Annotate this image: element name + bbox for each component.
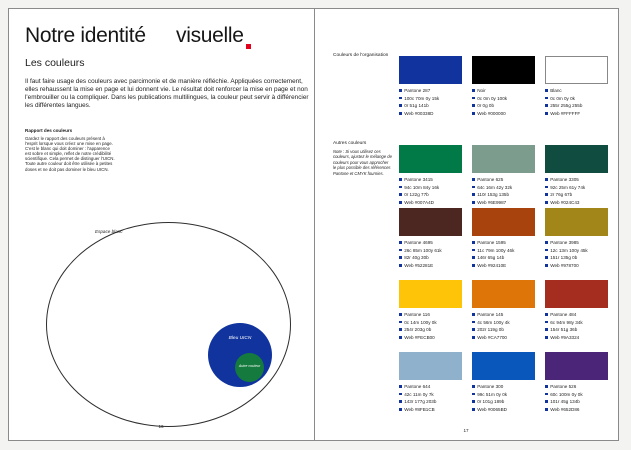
bullet-icon [472,89,475,92]
swatch-spec-line [545,320,608,325]
bullet-icon [545,186,548,189]
page-number-right: 17 [463,428,469,433]
swatch-cell [399,145,462,207]
bullet-icon [545,104,548,107]
page-subtitle: Les couleurs [25,57,85,69]
swatch-spec-line [399,96,462,101]
swatch-spec-line [545,312,608,317]
swatch-specs [472,312,535,340]
swatch-spec-line [399,200,462,205]
bullet-icon [545,249,548,252]
color-swatch [472,56,535,84]
swatch-spec-text: 0r 122g 77b [404,192,429,198]
bullet-icon [399,393,402,396]
swatch-spec-line [472,312,535,317]
color-swatch [545,56,608,84]
swatch-spec-line [472,248,535,253]
swatch-spec-line [399,327,462,332]
swatch-spec-text: 2r 76g 67b [550,192,573,198]
swatch-cell [545,208,608,270]
swatch-spec-text: Web #652D86 [550,406,580,412]
swatch-spec-line [399,248,462,253]
swatch-specs [399,177,462,205]
swatch-spec-line [545,192,608,197]
swatch-spec-text: 0c 0m 0y 100k [477,95,508,101]
swatch-specs [399,240,462,268]
bullet-icon [545,313,548,316]
swatch-spec-line [545,335,608,340]
color-swatch [399,280,462,308]
swatch-specs [399,384,462,412]
swatch-spec-text: Pantone 625 [477,177,504,182]
swatch-spec-text: 202r 119g 0b [477,327,504,333]
swatch-spec-line [399,185,462,190]
swatch-spec-line [545,392,608,397]
swatch-spec-line [399,240,462,245]
swatch-spec-text: Pantone 116 [404,312,430,317]
bullet-icon [472,186,475,189]
page-divider [314,8,315,441]
swatch-specs [545,384,608,412]
bullet-icon [472,241,475,244]
bullet-icon [472,201,475,204]
swatch-spec-line [472,177,535,182]
swatch-spec-line [399,392,462,397]
other-colors-note: Note : Si vous utilisez ces couleurs, ajustez le mélange de couleurs pour vous approcher le plus possible des références Pantone et CMYK fournies. [333,149,392,176]
bullet-icon [399,385,402,388]
swatch-spec-text: Web #92410E [477,262,507,268]
swatch-spec-line [399,384,462,389]
swatch-spec-text: Web #000000 [477,110,506,116]
rapport-heading: Rapport des couleurs [25,128,73,133]
color-swatch [472,208,535,236]
swatch-specs [472,240,535,268]
bullet-icon [545,193,548,196]
swatch-specs [472,88,535,116]
swatch-spec-line [472,185,535,190]
swatch-specs [399,312,462,340]
swatch-spec-text: 110r 153g 135b [477,192,510,198]
bullet-icon [472,400,475,403]
swatch-spec-line [472,88,535,93]
bullet-icon [399,104,402,107]
bullet-icon [472,193,475,196]
swatch-spec-text: 0r 51g 141b [404,103,429,109]
bullet-icon [545,328,548,331]
swatch-spec-line [472,320,535,325]
swatch-spec-line [399,255,462,260]
bullet-icon [399,321,402,324]
swatch-spec-text: Pantone 644 [404,384,431,389]
bullet-icon [472,112,475,115]
swatch-specs [545,312,608,340]
swatch-spec-text: 0c 0m 0y 0k [550,95,575,101]
color-swatch [472,352,535,380]
swatch-spec-line [472,407,535,412]
swatch-spec-line [472,103,535,108]
bullet-icon [399,112,402,115]
swatch-spec-text: 254r 203g 0b [404,327,432,333]
swatch-specs [545,88,608,116]
swatch-specs [545,177,608,205]
bullet-icon [472,249,475,252]
bullet-icon [472,264,475,267]
swatch-spec-text: Web #007A4D [404,199,434,205]
swatch-spec-line [472,200,535,205]
bullet-icon [399,328,402,331]
swatch-cell [399,280,462,342]
color-swatch [399,352,462,380]
swatch-spec-text: Web #8FB1CB [404,406,435,412]
swatch-spec-text: Web #6E9987 [477,199,507,205]
swatch-spec-line [399,320,462,325]
swatch-spec-line [472,399,535,404]
swatch-spec-text: 11c 79m 100y 46k [477,247,515,253]
swatch-spec-text: Pantone 3305 [550,177,579,182]
swatch-spec-line [399,263,462,268]
swatch-spec-text: Web #0065BD [477,406,507,412]
swatch-spec-text: 42c 11m 0y 7k [404,391,434,397]
swatch-spec-line [545,88,608,93]
bullet-icon [545,89,548,92]
color-swatch [545,145,608,173]
swatch-spec-text: Blanc [550,88,562,93]
swatch-spec-line [472,255,535,260]
swatch-spec-text: 255r 255g 255b [550,103,583,109]
swatch-spec-text: 0c 14m 100y 0k [404,319,437,325]
iucn-blue-label: Bleu UICN [228,336,252,341]
intro-paragraph: Il faut faire usage des couleurs avec parcimonie et de manière réfléchie. Appliquées correctement, elles rehaussent la mise en page et lui donnent vie. Le résultat doit renforcer la mise en page et non l'embrouiller ou la compliquer. Dans les publications multilingues, la couleur peut servir à différencier les différentes langues. [25,78,309,110]
bullet-icon [545,321,548,324]
swatch-spec-line [545,407,608,412]
swatch-cell [472,56,535,118]
page-number-left: 16 [158,424,164,429]
swatch-specs [472,384,535,412]
bullet-icon [472,408,475,411]
bullet-icon [399,313,402,316]
swatch-spec-line [399,312,462,317]
swatch-spec-line [545,399,608,404]
color-swatch [545,352,608,380]
swatch-spec-text: Pantone 300 [477,384,504,389]
bullet-icon [545,393,548,396]
bullet-icon [472,256,475,259]
swatch-spec-text: Web #978700 [550,262,579,268]
swatch-spec-line [399,177,462,182]
swatch-spec-line [545,263,608,268]
bullet-icon [472,97,475,100]
swatch-spec-line [472,335,535,340]
swatch-spec-text: Pantone 3415 [404,177,433,182]
swatch-specs [545,240,608,268]
swatch-cell [472,280,535,342]
color-swatch [472,145,535,173]
swatch-spec-text: 99c 51m 0y 0k [477,391,508,397]
swatch-spec-line [545,185,608,190]
bullet-icon [399,249,402,252]
swatch-spec-text: 26c 85m 100y 61k [404,247,442,253]
swatch-spec-line [399,335,462,340]
swatch-spec-text: Web #52281E [404,262,434,268]
bullet-icon [399,97,402,100]
swatch-cell [399,352,462,414]
swatch-spec-text: 64c 16m 42y 32k [477,184,513,190]
swatch-cell [545,145,608,207]
bullet-icon [472,178,475,181]
swatch-spec-line [545,177,608,182]
swatch-cell [545,352,608,414]
swatch-spec-line [545,384,608,389]
swatch-spec-text: 0r 0g 0b [477,103,495,109]
bullet-icon [545,97,548,100]
page-title-part1: Notre identité [25,24,146,47]
swatch-spec-line [472,240,535,245]
swatch-spec-text: 82r 40g 30b [404,255,429,261]
swatch-cell [472,352,535,414]
color-swatch [545,280,608,308]
bullet-icon [399,178,402,181]
swatch-spec-line [545,96,608,101]
bullet-icon [399,201,402,204]
swatch-spec-text: 60c 100m 0y 0k [550,391,583,397]
swatch-spec-text: Pantone 287 [404,88,431,93]
swatch-spec-line [545,240,608,245]
white-space-label: Espace blanc [95,229,123,234]
swatch-spec-text: 146r 65g 14b [477,255,505,261]
swatch-spec-line [545,200,608,205]
bullet-icon [545,201,548,204]
swatch-cell [399,56,462,118]
section-label-other-colors: Autres couleurs [333,141,367,146]
swatch-spec-text: Pantone 4695 [404,240,433,245]
swatch-spec-text: Web #024C43 [550,199,580,205]
bullet-icon [545,256,548,259]
swatch-spec-line [399,399,462,404]
bullet-icon [472,313,475,316]
swatch-spec-line [399,88,462,93]
color-swatch [472,280,535,308]
swatch-spec-text: Web #CA7700 [477,334,507,340]
bullet-icon [545,385,548,388]
swatch-cell [545,280,608,342]
swatch-spec-text: 6c 94m 98y 34k [550,319,583,325]
swatch-spec-text: Pantone 145 [477,312,504,317]
section-label-organisation-colors: Couleurs de l'organisation [333,53,389,58]
swatch-spec-text: Web #FECB00 [404,334,435,340]
swatch-spec-line [545,248,608,253]
bullet-icon [472,328,475,331]
bullet-icon [472,321,475,324]
swatch-spec-text: 101r 45g 134b [550,399,580,405]
swatch-spec-text: 143r 177g 203b [404,399,437,405]
bullet-icon [399,264,402,267]
bullet-icon [545,400,548,403]
swatch-spec-text: Pantone 3985 [550,240,579,245]
bullet-icon [545,408,548,411]
swatch-spec-line [545,103,608,108]
swatch-cell [472,208,535,270]
bullet-icon [399,400,402,403]
swatch-spec-line [545,255,608,260]
bullet-icon [545,112,548,115]
swatch-spec-line [472,96,535,101]
bullet-icon [399,241,402,244]
bullet-icon [399,89,402,92]
swatch-spec-line [472,327,535,332]
white-space-circle [46,222,291,427]
bullet-icon [545,241,548,244]
bullet-icon [545,264,548,267]
swatch-cell [472,145,535,207]
bullet-icon [399,186,402,189]
bullet-icon [472,393,475,396]
swatch-spec-text: Web #00338D [404,110,434,116]
swatch-spec-text: 4c 56m 100y 4k [477,319,510,325]
swatch-spec-line [472,192,535,197]
swatch-spec-text: 151r 135g 0b [550,255,578,261]
bullet-icon [545,178,548,181]
bullet-icon [545,336,548,339]
swatch-spec-text: Web #FFFFFF [550,110,581,116]
color-swatch [399,208,462,236]
swatch-spec-text: 0r 101g 189b [477,399,505,405]
color-swatch [399,56,462,84]
swatch-specs [472,177,535,205]
swatch-spec-line [399,103,462,108]
swatch-spec-text: 154r 51g 36b [550,327,578,333]
swatch-spec-line [545,327,608,332]
bullet-icon [399,336,402,339]
bullet-icon [472,385,475,388]
swatch-spec-line [399,111,462,116]
swatch-spec-text: 94c 10m 84y 16k [404,184,440,190]
swatch-specs [399,88,462,116]
swatch-spec-text: Pantone 484 [550,312,577,317]
swatch-spec-line [472,384,535,389]
swatch-cell [545,56,608,118]
swatch-spec-line [399,407,462,412]
swatch-spec-text: Noir [477,88,486,93]
bullet-icon [399,193,402,196]
color-swatch [545,208,608,236]
swatch-cell [399,208,462,270]
swatch-spec-line [472,263,535,268]
swatch-spec-text: 100c 70m 0y 15k [404,95,440,101]
swatch-spec-text: Pantone 526 [550,384,577,389]
swatch-spec-line [399,192,462,197]
other-color-label: Autre couleur [238,364,261,368]
swatch-spec-text: 12c 13m 100y 45k [550,247,588,253]
page-title-part2: visuelle [176,24,244,47]
bullet-icon [472,104,475,107]
swatch-spec-line [545,111,608,116]
swatch-spec-line [472,392,535,397]
swatch-spec-text: Web #9A3324 [550,334,580,340]
swatch-spec-text: Pantone 1595 [477,240,506,245]
color-swatch [399,145,462,173]
bullet-icon [472,336,475,339]
red-square-accent [246,44,251,49]
bullet-icon [399,408,402,411]
swatch-spec-line [472,111,535,116]
swatch-spec-text: 92c 25m 61y 74k [550,184,586,190]
rapport-body: Gardez le rapport des couleurs présent à l'esprit lorsque vous créez une mise en page. C'est le blanc qui doit dominer : l'apparence est sobre et simple, reflet de notre crédibilité scientifique. Cela permet de distinguer l'UICN. Toute autre couleur doit être utilisée à petites doses et ne doit pas dominer le bleu UICN. [25,136,115,172]
bullet-icon [399,256,402,259]
